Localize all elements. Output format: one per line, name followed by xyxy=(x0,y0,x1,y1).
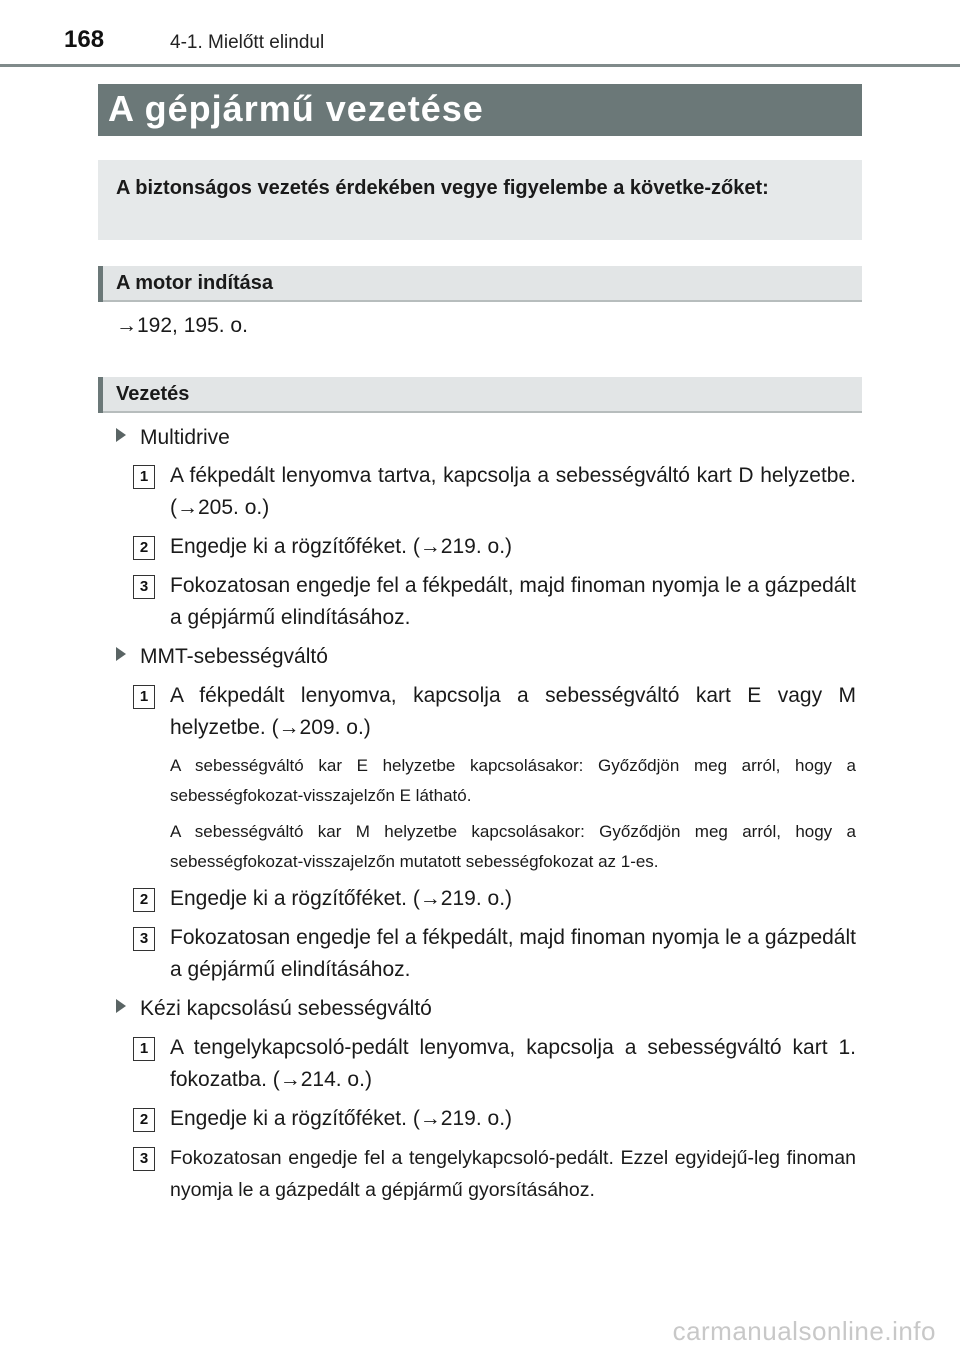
note-text: A sebességváltó kar E helyzetbe kapcsolásakor: Győződjön meg arról, hogy a sebességfokozat-visszajelzőn E látható. xyxy=(170,756,856,805)
step-text: A fékpedált lenyomva, kapcsolja a sebességváltó kart E vagy M helyzetbe. (→209. o.) xyxy=(170,684,856,739)
section-heading-driving xyxy=(98,377,862,413)
triangle-bullet-icon xyxy=(116,647,126,661)
step-number-badge: 3 xyxy=(133,1147,155,1171)
step-number-badge: 2 xyxy=(133,888,155,912)
subsection-label: MMT-sebességváltó xyxy=(140,645,328,668)
section-heading-label: A motor indítása xyxy=(116,272,274,294)
triangle-bullet-icon xyxy=(116,999,126,1013)
step-text: Fokozatosan engedje fel a tengelykapcsoló-pedált. Ezzel egyidejű-leg finoman nyomja le a gázpedált a gépjármű gyorsításához. xyxy=(170,1147,856,1201)
intro-text: A biztonságos vezetés érdekében vegye figyelembe a követke-zőket: xyxy=(116,177,769,199)
step-number-badge: 1 xyxy=(133,685,155,709)
header-divider xyxy=(0,64,960,67)
title-bar xyxy=(98,84,862,136)
subsection-manual xyxy=(116,997,432,1021)
step-text: A tengelykapcsoló-pedált lenyomva, kapcsolja a sebességváltó kart 1. fokozatba. (→214. o.) xyxy=(170,1036,856,1091)
page-number: 168 xyxy=(64,26,105,53)
section-heading-label: Vezetés xyxy=(116,383,190,405)
step-text: Fokozatosan engedje fel a fékpedált, majd finoman nyomja le a gázpedált a gépjármű elindításához. xyxy=(170,574,856,629)
step-number-badge: 2 xyxy=(133,1108,155,1132)
subsection-label: Kézi kapcsolású sebességváltó xyxy=(140,997,432,1020)
step-number-badge: 3 xyxy=(133,927,155,951)
watermark: carmanualsonline.info xyxy=(672,1316,936,1346)
subsection-label: Multidrive xyxy=(140,426,230,449)
chapter-title: 4-1. Mielőtt elindul xyxy=(170,32,325,53)
page-reference: →192, 195. o. xyxy=(116,314,248,337)
step-text: Fokozatosan engedje fel a fékpedált, majd finoman nyomja le a gázpedált a gépjármű elindításához. xyxy=(170,926,856,981)
subsection-mmt xyxy=(116,645,328,669)
section-accent xyxy=(98,377,103,413)
step-text: Engedje ki a rögzítőféket. (→219. o.) xyxy=(170,1107,513,1130)
page-title: A gépjármű vezetése xyxy=(108,88,484,129)
step-text: Engedje ki a rögzítőféket. (→219. o.) xyxy=(170,535,513,558)
step-text: A fékpedált lenyomva tartva, kapcsolja a sebességváltó kart D helyzetbe. (→205. o.) xyxy=(170,464,856,519)
step-number-badge: 2 xyxy=(133,536,155,560)
subsection-multidrive xyxy=(116,426,230,450)
step-number-badge: 1 xyxy=(133,465,155,489)
page-header xyxy=(0,0,960,68)
section-accent xyxy=(98,266,103,302)
step-number-badge: 3 xyxy=(133,575,155,599)
note-text: A sebességváltó kar M helyzetbe kapcsolásakor: Győződjön meg arról, hogy a sebességfokozat-visszajelzőn mutatott sebességfokozat az 1-es. xyxy=(170,822,856,871)
step-number-badge: 1 xyxy=(133,1037,155,1061)
step-text: Engedje ki a rögzítőféket. (→219. o.) xyxy=(170,887,513,910)
section-heading-motor xyxy=(98,266,862,302)
triangle-bullet-icon xyxy=(116,428,126,442)
intro-box xyxy=(98,160,862,240)
